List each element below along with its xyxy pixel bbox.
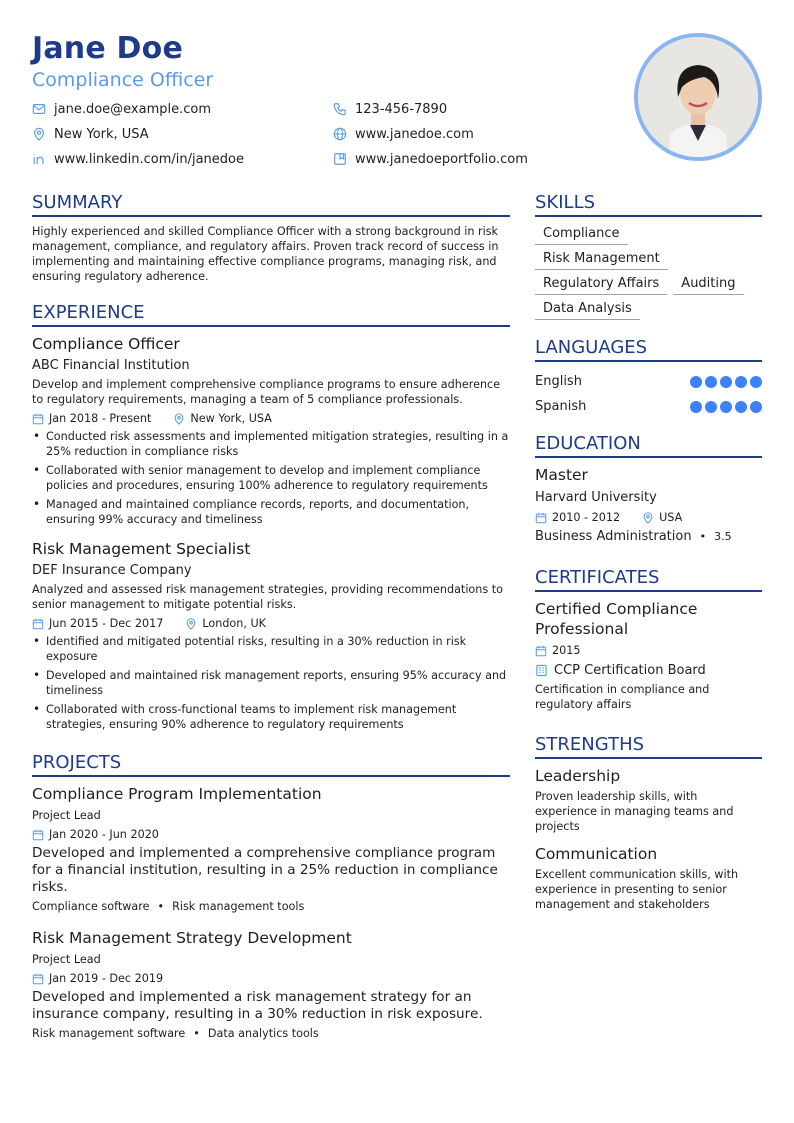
education-location: USA — [659, 511, 683, 524]
achievement-item: • Conducted risk assessments and implemented mitigation strategies, resulting in a 25% reduction in compliance risks — [32, 429, 510, 459]
calendar-icon — [32, 413, 44, 425]
skills-heading: SKILLS — [535, 192, 762, 217]
project-description: Developed and implemented a risk management strategy for an insurance company, resulting in a 30% reduction in risk exposure. — [32, 989, 483, 1022]
job-title: Compliance Officer — [32, 335, 180, 353]
skill-tag: Compliance — [535, 223, 628, 245]
project-dates: Jan 2019 - Dec 2019 — [49, 972, 164, 985]
email-icon — [32, 102, 46, 116]
company-name: ABC Financial Institution — [32, 358, 190, 373]
project-dates: Jan 2020 - Jun 2020 — [49, 828, 159, 841]
experience-item — [32, 539, 510, 732]
calendar-icon — [535, 512, 547, 524]
job-title: Risk Management Specialist — [32, 540, 251, 558]
education-heading: EDUCATION — [535, 433, 762, 458]
languages-section — [535, 337, 762, 419]
project-tool: Risk management software — [32, 1027, 186, 1040]
certificate-meta — [535, 643, 762, 658]
profile-avatar-icon — [638, 37, 758, 157]
job-location: London, UK — [202, 617, 266, 630]
job-meta — [32, 616, 510, 631]
strength-item — [535, 844, 762, 912]
resume-header — [32, 30, 592, 167]
project-title: Risk Management Strategy Development — [32, 929, 352, 947]
linkedin-text: www.linkedin.com/in/janedoe — [54, 151, 244, 167]
job-location: New York, USA — [190, 412, 272, 425]
job-description: Analyzed and assessed risk management strategies, providing recommendations to senior management to mitigate potential risks. — [32, 583, 503, 611]
calendar-icon — [32, 829, 44, 841]
project-item — [32, 928, 510, 1041]
calendar-icon — [32, 973, 44, 985]
linkedin-contact[interactable] — [32, 150, 244, 168]
language-name: Spanish — [535, 399, 587, 414]
languages-heading: LANGUAGES — [535, 337, 762, 362]
achievement-item: • Identified and mitigated potential risks, resulting in a 30% reduction in risk exposure — [32, 634, 510, 664]
project-role: Project Lead — [32, 809, 101, 822]
language-row — [535, 394, 762, 419]
job-description: Develop and implement comprehensive compliance programs to ensure adherence to regulatory requirements, managing a team of 5 compliance professionals. — [32, 378, 501, 406]
calendar-icon — [535, 645, 547, 657]
achievement-item: • Collaborated with cross-functional teams to implement risk management strategies, ensuring 90% adherence to regulatory requirements — [32, 702, 510, 732]
certificate-issuer: CCP Certification Board — [554, 663, 706, 678]
building-icon — [535, 664, 548, 677]
certificate-description: Certification in compliance and regulatory affairs — [535, 683, 710, 711]
language-row — [535, 369, 762, 394]
project-item — [32, 784, 510, 914]
education-section — [535, 433, 762, 545]
degree: Master — [535, 466, 588, 484]
candidate-name: Jane Doe — [32, 31, 184, 66]
skills-section — [535, 192, 762, 323]
skills-list — [535, 223, 762, 323]
strengths-section — [535, 734, 762, 912]
phone-contact[interactable] — [333, 100, 447, 118]
summary-heading: SUMMARY — [32, 192, 510, 217]
achievement-item: • Collaborated with senior management to develop and implement compliance policies and procedures, ensuring 100% adherence to regulatory requirements — [32, 463, 510, 493]
location-pin-icon — [32, 127, 46, 141]
certificates-section — [535, 567, 762, 712]
portfolio-text: www.janedoeportfolio.com — [355, 151, 528, 167]
field-of-study: Business Administration — [535, 529, 692, 544]
strength-description: Excellent communication skills, with experience in presenting to senior management and stakeholders — [535, 868, 739, 911]
project-role: Project Lead — [32, 953, 101, 966]
education-field-row: Business Administration • 3.5 — [535, 529, 732, 544]
profile-photo — [634, 33, 762, 161]
achievement-item: • Managed and maintained compliance records, reports, and documentation, ensuring 99% accuracy and timeliness — [32, 497, 510, 527]
job-meta — [32, 411, 510, 426]
skill-tag: Risk Management — [535, 248, 668, 270]
email-contact[interactable] — [32, 100, 211, 118]
experience-heading: EXPERIENCE — [32, 302, 510, 327]
education-dates: 2010 - 2012 — [552, 511, 621, 524]
experience-section — [32, 302, 510, 732]
candidate-role: Compliance Officer — [32, 69, 214, 91]
location-pin-icon — [185, 618, 197, 630]
phone-text: 123-456-7890 — [355, 101, 448, 117]
phone-icon — [333, 102, 347, 116]
right-column — [535, 192, 762, 912]
location-pin-icon — [173, 413, 185, 425]
certificate-name: Certified Compliance Professional — [535, 600, 698, 638]
portfolio-contact[interactable] — [333, 150, 528, 168]
project-meta — [32, 827, 510, 842]
project-tools: Compliance software • Risk management tools — [32, 900, 305, 913]
strength-item — [535, 766, 762, 834]
project-description: Developed and implemented a comprehensive compliance program for a financial institution, resulting in a 25% reduction in compliance risks. — [32, 845, 498, 895]
project-tool: Risk management tools — [172, 900, 305, 913]
proficiency-dots — [687, 376, 762, 388]
project-tools: Risk management software • Data analytics tools — [32, 1027, 319, 1040]
website-contact[interactable] — [333, 125, 474, 143]
projects-section — [32, 752, 510, 1041]
certificate-issuer-row — [535, 662, 762, 679]
summary-text: Highly experienced and skilled Compliance Officer with a strong background in risk management, compliance, and regulatory affairs. Proven track record of success in implementing and maintaining effective compliance programs, managing risk, and ensuring regulatory adherence. — [32, 225, 499, 283]
strength-description: Proven leadership skills, with experience in managing teams and projects — [535, 790, 734, 833]
project-tool: Compliance software — [32, 900, 150, 913]
strengths-heading: STRENGTHS — [535, 734, 762, 759]
school-name: Harvard University — [535, 490, 657, 505]
education-meta — [535, 510, 762, 525]
gpa: 3.5 — [714, 530, 732, 543]
portfolio-icon — [333, 152, 347, 166]
job-achievements — [32, 634, 510, 732]
skill-tag: Regulatory Affairs — [535, 273, 667, 295]
language-name: English — [535, 374, 582, 389]
skill-tag: Data Analysis — [535, 298, 640, 320]
project-tool: Data analytics tools — [207, 1027, 319, 1040]
globe-icon — [333, 127, 347, 141]
project-meta — [32, 971, 510, 986]
company-name: DEF Insurance Company — [32, 563, 192, 578]
job-achievements — [32, 429, 510, 527]
location-contact — [32, 125, 149, 143]
job-dates: Jan 2018 - Present — [49, 412, 152, 425]
proficiency-dots — [687, 401, 762, 413]
location-pin-icon — [642, 512, 654, 524]
strength-title: Communication — [535, 845, 658, 863]
experience-item — [32, 334, 510, 527]
job-dates: Jun 2015 - Dec 2017 — [49, 617, 164, 630]
projects-heading: PROJECTS — [32, 752, 510, 777]
achievement-item: • Developed and maintained risk management reports, ensuring 95% accuracy and timeliness — [32, 668, 510, 698]
certificates-heading: CERTIFICATES — [535, 567, 762, 592]
calendar-icon — [32, 618, 44, 630]
certificate-year: 2015 — [552, 644, 581, 657]
summary-section — [32, 192, 510, 284]
strength-title: Leadership — [535, 767, 621, 785]
location-text: New York, USA — [54, 126, 149, 142]
linkedin-icon — [32, 152, 46, 166]
project-title: Compliance Program Implementation — [32, 785, 322, 803]
email-text: jane.doe@example.com — [54, 101, 212, 117]
website-text: www.janedoe.com — [355, 126, 474, 142]
skill-tag: Auditing — [673, 273, 743, 295]
left-column — [32, 192, 510, 1041]
